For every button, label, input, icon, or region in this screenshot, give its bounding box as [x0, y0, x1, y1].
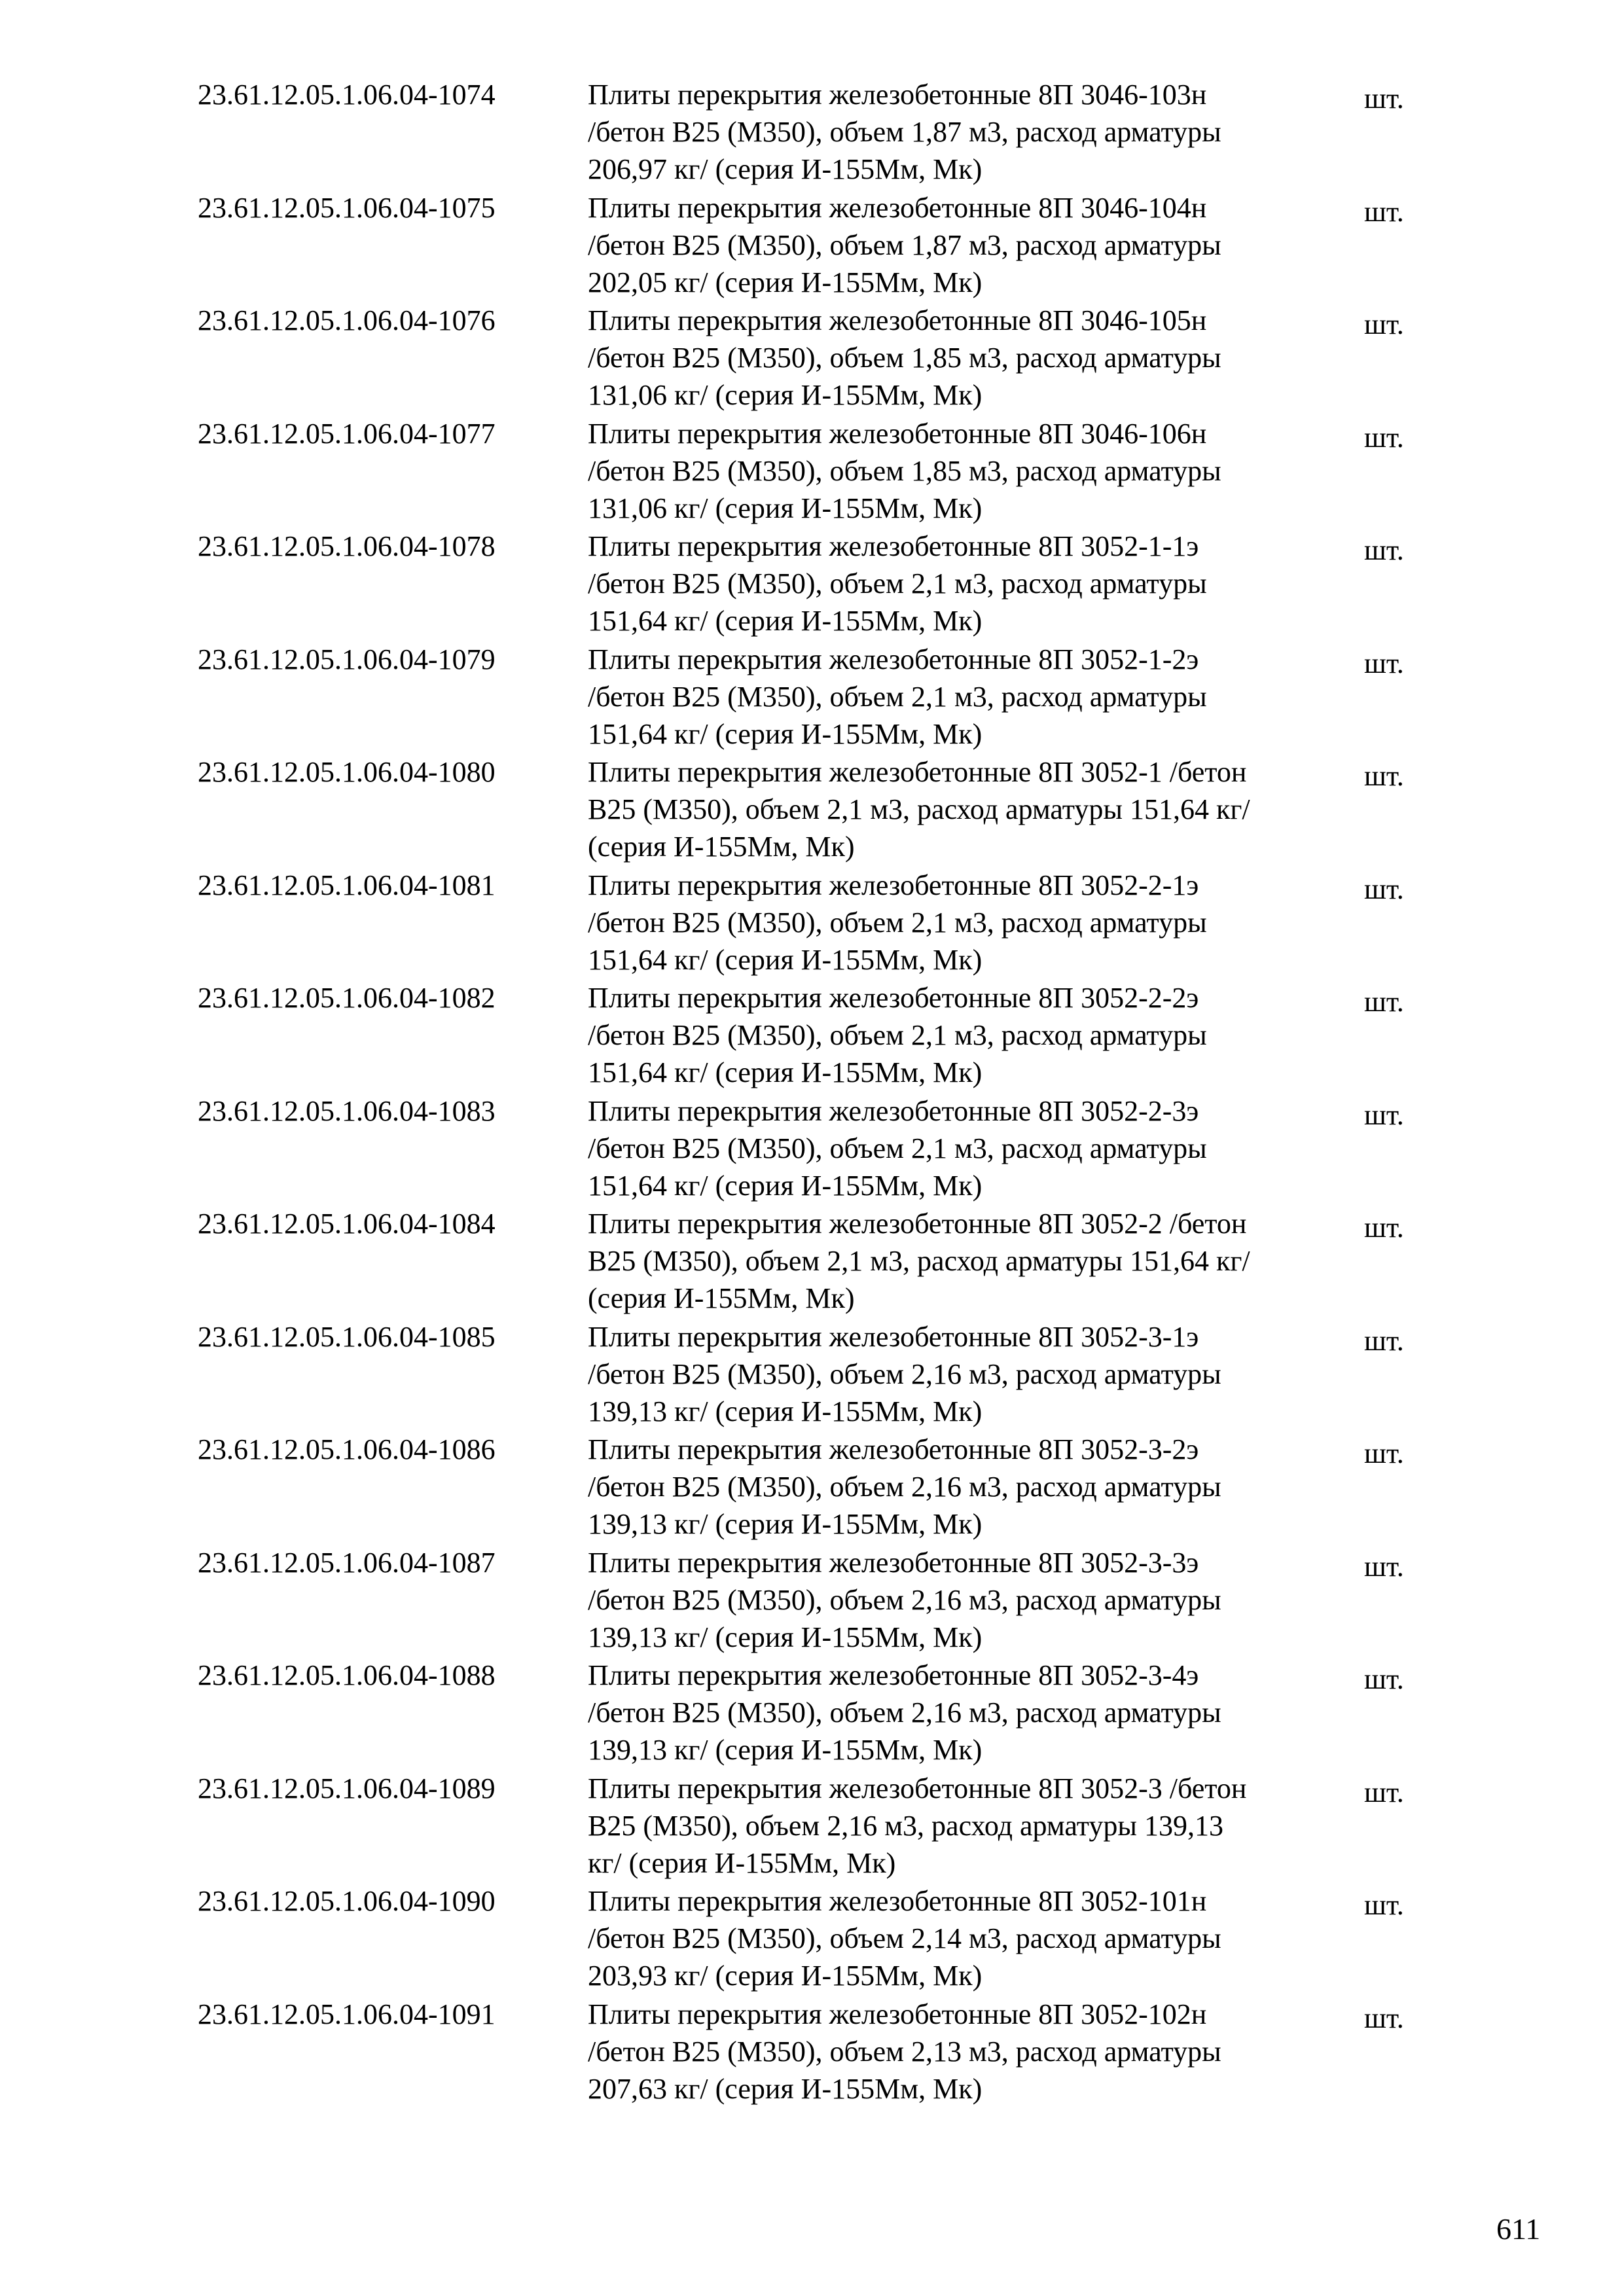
item-description-line: 151,64 кг/ (серия И-155Мм, Мк) [588, 1169, 983, 1202]
table-row [198, 184, 1441, 297]
item-description-line: 151,64 кг/ (серия И-155Мм, Мк) [588, 605, 983, 637]
table-row [198, 1087, 1441, 1200]
item-description [588, 1996, 1553, 2108]
table-row [198, 636, 1441, 749]
item-code: 23.61.12.05.1.06.04-1076 [198, 304, 496, 336]
item-description-line: Плиты перекрытия железобетонные 8П 3052-2-1э [588, 869, 1199, 901]
item-code: 23.61.12.05.1.06.04-1084 [198, 1208, 496, 1240]
item-description-line: /бетон В25 (М350), объем 1,85 м3, расход арматуры [588, 454, 1221, 487]
item-code: 23.61.12.05.1.06.04-1074 [198, 79, 496, 111]
item-description-line: 139,13 кг/ (серия И-155Мм, Мк) [588, 1395, 983, 1427]
table-row [198, 748, 1441, 861]
item-description-line: Плиты перекрытия железобетонные 8П 3052-1-1э [588, 530, 1199, 562]
item-code: 23.61.12.05.1.06.04-1085 [198, 1320, 496, 1353]
item-description [588, 1318, 1553, 1430]
table-row [198, 1539, 1441, 1652]
table-row [198, 974, 1441, 1087]
item-description-line: 151,64 кг/ (серия И-155Мм, Мк) [588, 943, 983, 976]
table-row [198, 1990, 1441, 2104]
item-unit: шт. [1364, 1663, 1404, 1695]
item-unit: шт. [1364, 647, 1404, 679]
item-description [588, 641, 1553, 753]
item-description [588, 528, 1553, 639]
item-code: 23.61.12.05.1.06.04-1089 [198, 1772, 496, 1804]
table-row [198, 1651, 1441, 1765]
item-code: 23.61.12.05.1.06.04-1077 [198, 417, 496, 450]
item-code: 23.61.12.05.1.06.04-1086 [198, 1433, 496, 1465]
item-unit: шт. [1364, 872, 1404, 905]
item-description-line: Плиты перекрытия железобетонные 8П 3046-105н [588, 304, 1207, 336]
item-description-line: кг/ (серия И-155Мм, Мк) [588, 1846, 896, 1879]
item-code: 23.61.12.05.1.06.04-1080 [198, 756, 496, 788]
item-description-line: Плиты перекрытия железобетонные 8П 3052-2-2э [588, 982, 1199, 1014]
table-row [198, 522, 1441, 636]
item-description-line: Плиты перекрытия железобетонные 8П 3052-1 /бетон [588, 756, 1247, 788]
item-description-line: 207,63 кг/ (серия И-155Мм, Мк) [588, 2072, 983, 2105]
item-code: 23.61.12.05.1.06.04-1078 [198, 530, 496, 562]
item-description [588, 1431, 1553, 1543]
item-description-line: 151,64 кг/ (серия И-155Мм, Мк) [588, 717, 983, 750]
item-description-line: /бетон В25 (М350), объем 2,1 м3, расход арматуры [588, 1019, 1207, 1051]
item-code: 23.61.12.05.1.06.04-1081 [198, 869, 496, 901]
item-description-line: /бетон В25 (М350), объем 2,16 м3, расход арматуры [588, 1583, 1221, 1616]
item-description-line: 131,06 кг/ (серия И-155Мм, Мк) [588, 492, 983, 524]
item-description-line: /бетон В25 (М350), объем 2,1 м3, расход арматуры [588, 567, 1207, 600]
item-description-line: /бетон В25 (М350), объем 2,16 м3, расход арматуры [588, 1696, 1221, 1729]
item-description-line: Плиты перекрытия железобетонные 8П 3052-3-2э [588, 1433, 1199, 1465]
item-description-line: /бетон В25 (М350), объем 2,14 м3, расход арматуры [588, 1922, 1221, 1954]
item-unit: шт. [1364, 195, 1404, 228]
item-unit: шт. [1364, 1437, 1404, 1469]
item-description-line: Плиты перекрытия железобетонные 8П 3046-106н [588, 417, 1207, 450]
item-description-line: 202,05 кг/ (серия И-155Мм, Мк) [588, 266, 983, 298]
item-description [588, 1882, 1553, 1994]
table-row [198, 1765, 1441, 1878]
item-unit: шт. [1364, 760, 1404, 792]
item-description [588, 1657, 1553, 1768]
item-description [588, 76, 1553, 188]
item-description [588, 302, 1553, 414]
item-description-line: Плиты перекрытия железобетонные 8П 3052-3-4э [588, 1659, 1199, 1691]
item-description [588, 1544, 1553, 1656]
item-description-line: /бетон В25 (М350), объем 2,1 м3, расход арматуры [588, 680, 1207, 713]
item-unit: шт. [1364, 1324, 1404, 1357]
table-row [198, 71, 1441, 184]
item-description-line: Плиты перекрытия железобетонные 8П 3046-104н [588, 191, 1207, 224]
item-description-line: Плиты перекрытия железобетонные 8П 3052-3 /бетон [588, 1772, 1247, 1804]
item-unit: шт. [1364, 534, 1404, 566]
item-unit: шт. [1364, 1550, 1404, 1583]
item-description-line: 206,97 кг/ (серия И-155Мм, Мк) [588, 153, 983, 185]
item-code: 23.61.12.05.1.06.04-1079 [198, 643, 496, 675]
item-description [588, 1205, 1553, 1317]
item-description [588, 753, 1553, 865]
item-unit: шт. [1364, 421, 1404, 454]
item-description [588, 1092, 1553, 1204]
item-unit: шт. [1364, 1889, 1404, 1921]
table-row [198, 410, 1441, 523]
table-row [198, 1200, 1441, 1313]
item-description-line: 151,64 кг/ (серия И-155Мм, Мк) [588, 1056, 983, 1088]
item-description-line: 131,06 кг/ (серия И-155Мм, Мк) [588, 379, 983, 411]
catalog-table [198, 71, 1441, 2103]
item-description-line: /бетон В25 (М350), объем 2,1 м3, расход арматуры [588, 1132, 1207, 1164]
item-code: 23.61.12.05.1.06.04-1075 [198, 191, 496, 224]
item-description-line: 139,13 кг/ (серия И-155Мм, Мк) [588, 1734, 983, 1766]
item-code: 23.61.12.05.1.06.04-1088 [198, 1659, 496, 1691]
item-unit: шт. [1364, 308, 1404, 340]
item-description-line: Плиты перекрытия железобетонные 8П 3052-102н [588, 1998, 1207, 2030]
item-description-line: Плиты перекрытия железобетонные 8П 3052-2 /бетон [588, 1208, 1247, 1240]
item-description-line: Плиты перекрытия железобетонные 8П 3046-103н [588, 79, 1207, 111]
table-row [198, 1313, 1441, 1426]
item-code: 23.61.12.05.1.06.04-1091 [198, 1998, 496, 2030]
item-description-line: В25 (М350), объем 2,1 м3, расход арматуры 151,64 кг/ [588, 1245, 1250, 1277]
item-description-line: Плиты перекрытия железобетонные 8П 3052-1-2э [588, 643, 1199, 675]
item-description-line: 139,13 кг/ (серия И-155Мм, Мк) [588, 1508, 983, 1540]
item-description-line: 139,13 кг/ (серия И-155Мм, Мк) [588, 1621, 983, 1653]
item-description-line: В25 (М350), объем 2,1 м3, расход арматуры 151,64 кг/ [588, 793, 1250, 825]
item-description-line: /бетон В25 (М350), объем 2,16 м3, расход арматуры [588, 1357, 1221, 1390]
item-description [588, 189, 1553, 301]
item-description-line: Плиты перекрытия железобетонные 8П 3052-101н [588, 1885, 1207, 1917]
table-row [198, 1426, 1441, 1539]
item-description-line: В25 (М350), объем 2,16 м3, расход арматуры 139,13 [588, 1809, 1223, 1842]
item-code: 23.61.12.05.1.06.04-1082 [198, 982, 496, 1014]
item-description-line: /бетон В25 (М350), объем 2,13 м3, расход арматуры [588, 2035, 1221, 2068]
item-unit: шт. [1364, 1211, 1404, 1244]
item-description-line: Плиты перекрытия железобетонные 8П 3052-2-3э [588, 1094, 1199, 1127]
item-description-line: (серия И-155Мм, Мк) [588, 1282, 855, 1314]
item-description-line: /бетон В25 (М350), объем 2,16 м3, расход арматуры [588, 1471, 1221, 1503]
item-description-line: (серия И-155Мм, Мк) [588, 831, 855, 863]
item-description-line: /бетон В25 (М350), объем 1,87 м3, расход арматуры [588, 116, 1221, 148]
item-description [588, 1770, 1553, 1882]
item-code: 23.61.12.05.1.06.04-1083 [198, 1094, 496, 1127]
item-description-line: /бетон В25 (М350), объем 1,85 м3, расход арматуры [588, 342, 1221, 374]
item-unit: шт. [1364, 1098, 1404, 1131]
item-description-line: /бетон В25 (М350), объем 2,1 м3, расход арматуры [588, 906, 1207, 939]
item-description [588, 867, 1553, 978]
item-code: 23.61.12.05.1.06.04-1087 [198, 1546, 496, 1579]
item-unit: шт. [1364, 1776, 1404, 1808]
item-unit: шт. [1364, 986, 1404, 1018]
table-row [198, 296, 1441, 410]
item-description-line: /бетон В25 (М350), объем 1,87 м3, расход арматуры [588, 228, 1221, 261]
item-unit: шт. [1364, 2001, 1404, 2034]
item-unit: шт. [1364, 82, 1404, 115]
item-description [588, 979, 1553, 1091]
item-description-line: Плиты перекрытия железобетонные 8П 3052-3-1э [588, 1320, 1199, 1353]
table-row [198, 1877, 1441, 1990]
table-row [198, 861, 1441, 975]
item-description-line: Плиты перекрытия железобетонные 8П 3052-3-3э [588, 1546, 1199, 1579]
item-description-line: 203,93 кг/ (серия И-155Мм, Мк) [588, 1960, 983, 1992]
item-code: 23.61.12.05.1.06.04-1090 [198, 1885, 496, 1917]
item-description [588, 415, 1553, 527]
page-number: 611 [1496, 2212, 1541, 2246]
